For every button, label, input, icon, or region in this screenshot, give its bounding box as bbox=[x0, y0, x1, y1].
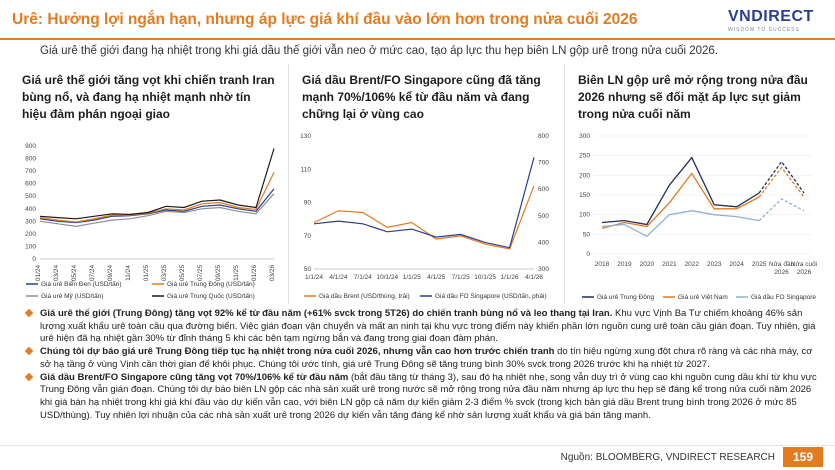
y-tick-label: 300 bbox=[25, 218, 36, 226]
diamond-bullet-icon bbox=[25, 347, 33, 355]
y-tick-label: 700 bbox=[25, 168, 36, 176]
legend-label: Giá urê Việt Nam bbox=[678, 294, 728, 301]
list-item bbox=[26, 346, 821, 371]
bullet-bold: Giá dầu Brent/FO Singapore cũng tăng vọt 70%/106% kể từ đầu năm bbox=[40, 371, 349, 383]
y-left-tick-label: 90 bbox=[303, 199, 311, 207]
y-left-tick-label: 70 bbox=[303, 232, 311, 240]
panel-oil-price bbox=[292, 64, 560, 310]
bullet-text: do tín hiệu ngừng xung đột chưa rõ ràng và các nhà máy, cơ sở hạ tầng ở vùng Vịnh cần thời gian để khôi phục. Chúng tôi ước tính, giá urê Trung Đông sẽ tăng trung bình 30% svck trong 2026 trước khi hạ nhiệt từ 2027. bbox=[40, 346, 813, 370]
x-tick-label: 05/25 bbox=[179, 264, 186, 282]
x-tick-label: 10/1/24 bbox=[376, 274, 399, 281]
legend-label: Giá dầu FO Singapore (USD/tấn, phải) bbox=[435, 293, 547, 300]
legend-label: Giá dầu FO Singapore bbox=[751, 294, 817, 301]
x-tick-label: 07/24 bbox=[89, 264, 96, 282]
panel-gross-margin bbox=[568, 64, 826, 310]
legend-label: Giá urê Trung Đông bbox=[597, 294, 655, 301]
series-line bbox=[40, 149, 274, 219]
chart-urea-prices bbox=[12, 124, 284, 310]
y-tick-label: 500 bbox=[25, 193, 36, 201]
panel-divider bbox=[564, 64, 565, 304]
y-right-tick-label: 400 bbox=[538, 239, 549, 247]
legend-label: Giá urê Trung Đông (USD/tấn) bbox=[167, 281, 255, 288]
legend-label: Giá urê Biển Đen (USD/tấn) bbox=[41, 281, 122, 288]
x-tick-label: 2019 bbox=[617, 261, 632, 268]
series-forecast-line bbox=[759, 168, 804, 198]
series-line bbox=[314, 186, 534, 249]
bullet-bold: Chúng tôi dự báo giá urê Trung Đông tiếp tục hạ nhiệt trong nửa cuối 2026, nhưng vẫn cao hơn trước chiến tranh bbox=[40, 346, 555, 358]
panel-heading: Giá urê thế giới tăng vọt khi chiến tranh Iran bùng nổ, và đang hạ nhiệt mạnh nhờ tín hiệu đàm phán ngoại giao bbox=[22, 73, 275, 121]
y-tick-label: 600 bbox=[25, 180, 36, 188]
x-tick-label: 1/1/26 bbox=[500, 274, 519, 281]
y-right-tick-label: 800 bbox=[538, 133, 549, 140]
panel-heading: Biên LN gộp urê mở rộng trong nửa đầu 2026 nhưng sẽ đối mặt áp lực sụt giảm trong nửa cuối năm bbox=[578, 73, 808, 121]
y-tick-label: 0 bbox=[32, 256, 36, 263]
y-tick-label: 50 bbox=[582, 231, 590, 239]
x-tick-label: 7/1/25 bbox=[451, 274, 470, 281]
x-tick-label: 03/24 bbox=[53, 264, 60, 282]
footer-divider bbox=[0, 445, 835, 446]
y-tick-label: 100 bbox=[579, 211, 590, 219]
panel-heading: Giá dầu Brent/FO Singapore cũng đã tăng mạnh 70%/106% kể từ đầu năm và đang chững lại ở vùng cao bbox=[302, 73, 541, 121]
x-tick-label: 09/25 bbox=[215, 264, 222, 282]
y-right-tick-label: 500 bbox=[538, 212, 549, 220]
x-tick-label: 03/26 bbox=[269, 264, 276, 282]
x-tick-label: 2024 bbox=[729, 261, 744, 268]
title-divider bbox=[0, 38, 835, 40]
x-tick-label: 01/26 bbox=[251, 264, 258, 282]
page-title: Urê: Hưởng lợi ngắn hạn, nhưng áp lực giá khí đầu vào lớn hơn trong nửa cuối 2026 bbox=[12, 11, 638, 28]
x-tick-label: 01/24 bbox=[35, 264, 42, 282]
x-tick-label: 2021 bbox=[662, 261, 677, 268]
vndirect-logo bbox=[728, 8, 823, 40]
x-tick-label: 2023 bbox=[706, 261, 722, 268]
x-tick-label: 2018 bbox=[594, 261, 610, 268]
y-tick-label: 250 bbox=[579, 152, 590, 160]
series-forecast-line bbox=[759, 199, 804, 221]
series-line bbox=[314, 157, 534, 247]
logo-text: VNDIRECT bbox=[728, 8, 814, 25]
chart-urea-index bbox=[568, 124, 826, 310]
x-tick-label: Nửa cuối bbox=[790, 261, 818, 268]
y-tick-label: 150 bbox=[579, 192, 590, 199]
y-right-tick-label: 300 bbox=[538, 266, 549, 273]
x-tick-label: 4/1/25 bbox=[427, 274, 446, 281]
page-subtitle: Giá urê thế giới đang hạ nhiệt trong khi giá dầu thế giới vẫn neo ở mức cao, tạo áp lực thu hẹp biên LN gộp urê trong nửa cuối 2026. bbox=[40, 45, 719, 57]
x-tick-label: 01/25 bbox=[143, 264, 150, 282]
diamond-bullet-icon bbox=[25, 372, 33, 380]
legend-label: Giá urê Trung Quốc (USD/tấn) bbox=[167, 293, 255, 300]
y-left-tick-label: 130 bbox=[300, 133, 311, 140]
commentary-list bbox=[26, 308, 821, 422]
bullet-bold: Giá urê thế giới (Trung Đông) tăng vọt 92% kể từ đầu năm (+61% svck trong 5T26) do chiến tranh bùng nổ và leo thang tại Iran. bbox=[40, 308, 613, 319]
list-item bbox=[26, 308, 821, 346]
title-row bbox=[12, 8, 692, 38]
source-note: Nguồn: BLOOMBERG, VNDIRECT RESEARCH bbox=[560, 452, 775, 463]
chart-oil-prices bbox=[292, 124, 560, 310]
x-tick-label: 4/1/26 bbox=[524, 274, 544, 281]
y-tick-label: 0 bbox=[586, 251, 590, 258]
x-tick-label: 07/25 bbox=[197, 264, 204, 282]
x-tick-label: 4/1/24 bbox=[329, 274, 348, 281]
y-tick-label: 900 bbox=[25, 143, 36, 150]
bullet-text: Khu vực Vịnh Ba Tư chiếm khoảng 46% sản lượng xuất khẩu urê toàn cầu qua đường biển. Việc gián đoạn vận chuyển và mất an ninh tại khu vực trong điểm này khiến phần lớn nguồn cung urê toàn cầu gián đoạn. Tuy nhiên, giá urê hiện đã hạ nhiệt gần 30% từ đỉnh tháng 5 khi các bên tạm ngừng bắn và đang trong giai đoạn đàm phán. bbox=[40, 308, 816, 345]
x-tick-label: 2026 bbox=[774, 269, 789, 276]
x-tick-label: 2020 bbox=[639, 261, 655, 268]
x-tick-label: 10/1/25 bbox=[474, 274, 496, 281]
y-tick-label: 800 bbox=[25, 155, 36, 163]
list-item bbox=[26, 372, 821, 423]
x-tick-label: 2022 bbox=[684, 261, 700, 268]
bullet-text: (bắt đầu tăng từ tháng 3), sau đó hạ nhiệt nhẹ, song vẫn duy trì ở vùng cao khi nguồn cung dầu khí từ khu vực Trung Đông vẫn gián đoạn. Chúng tôi dự báo biên LN gộp các nhà sản xuất urê trong nước sẽ mở rộng trong nửa đầu năm nhưng áp lực thu hẹp sẽ đáng kể trong nửa cuối năm 2026 khi giá bán hạ nhiệt trong khi giá khí đầu vào dự kiến vẫn cao, với biên LN gộp cả năm dự kiến giảm 2-3 điểm % svck (trong kịch bản giá dầu Brent trung bình trong 2026 ở mức 85 USD/thùng). Tuy nhiên lợi nhuận của các nhà sản xuất urê trong 2026 dự kiến vẫn tăng đáng kể nhờ sản lượng xuất khẩu và giá bán tăng mạnh. bbox=[40, 371, 817, 421]
x-tick-label: 05/24 bbox=[71, 264, 78, 282]
y-tick-label: 200 bbox=[25, 230, 36, 238]
x-tick-label: 1/1/24 bbox=[304, 274, 324, 281]
logo-tagline: WISDOM TO SUCCESS bbox=[728, 27, 800, 33]
legend-label: Giá dầu Brent (USD/thùng, trái) bbox=[319, 293, 410, 300]
y-tick-label: 100 bbox=[25, 243, 36, 251]
page-number: 159 bbox=[783, 447, 823, 467]
diamond-bullet-icon bbox=[25, 309, 33, 317]
series-line bbox=[40, 172, 274, 222]
y-right-tick-label: 700 bbox=[538, 159, 549, 167]
y-tick-label: 400 bbox=[25, 205, 36, 213]
panel-divider bbox=[288, 64, 289, 304]
y-tick-label: 300 bbox=[579, 133, 590, 140]
x-tick-label: 2026 bbox=[796, 269, 812, 276]
y-right-tick-label: 600 bbox=[538, 186, 549, 194]
y-tick-label: 200 bbox=[579, 172, 590, 180]
x-tick-label: 2025 bbox=[751, 261, 767, 268]
panel-urea-price bbox=[12, 64, 284, 310]
x-tick-label: 7/1/24 bbox=[353, 274, 372, 281]
x-tick-label: 11/24 bbox=[125, 265, 132, 281]
x-tick-label: 11/25 bbox=[233, 265, 240, 281]
legend-label: Giá urê Mỹ (USD/tấn) bbox=[41, 293, 104, 300]
y-left-tick-label: 110 bbox=[300, 166, 311, 174]
x-tick-label: 03/25 bbox=[161, 264, 168, 282]
y-left-tick-label: 50 bbox=[303, 266, 311, 273]
x-tick-label: 09/24 bbox=[107, 264, 114, 282]
x-tick-label: 1/1/25 bbox=[402, 274, 421, 281]
x-tick-label: Nửa đầu bbox=[768, 261, 795, 268]
